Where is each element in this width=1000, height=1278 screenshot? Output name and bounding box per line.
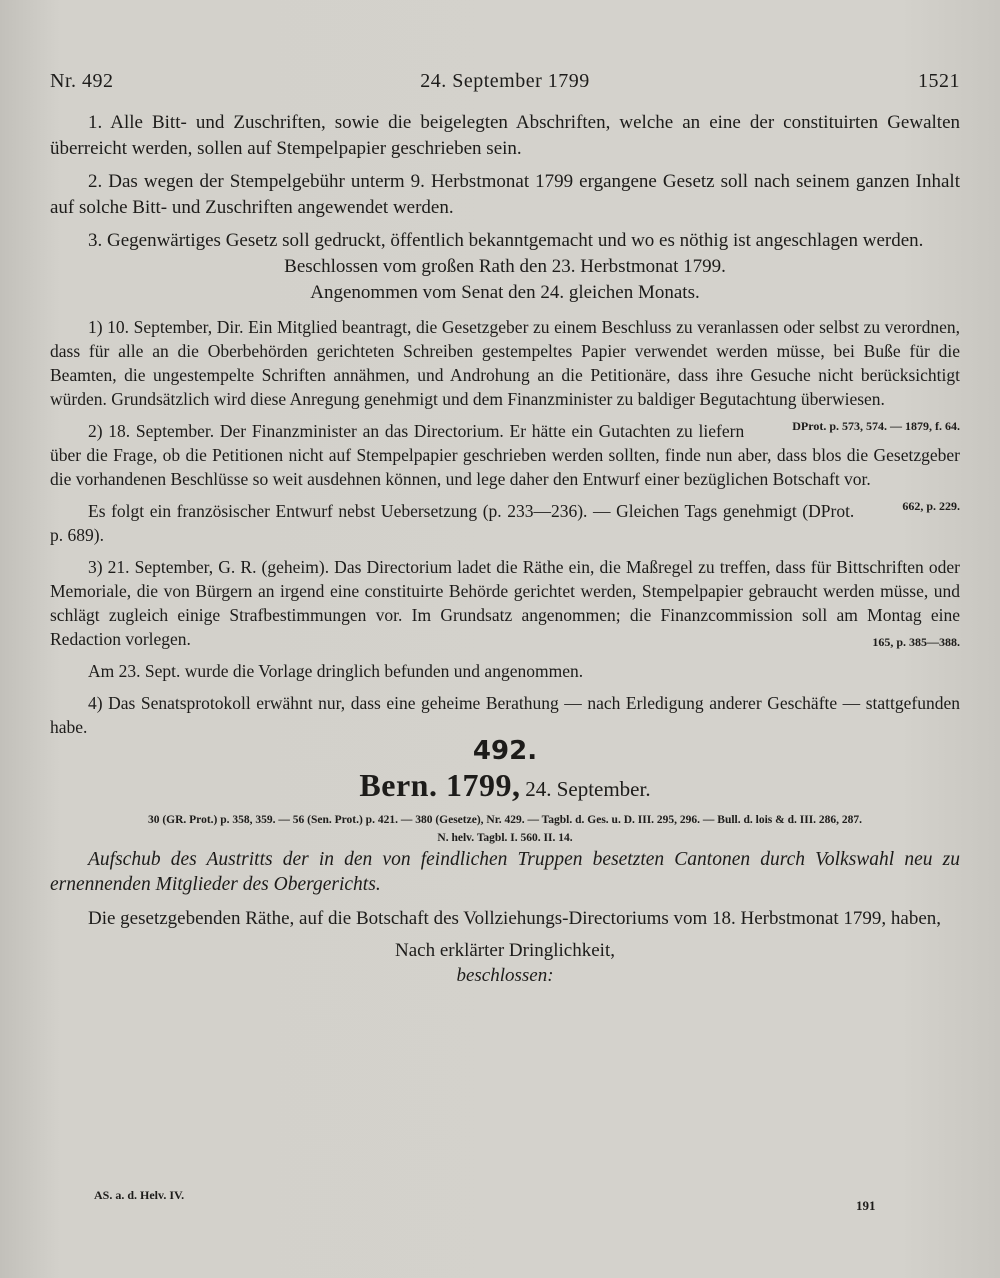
footnotes <box>50 315 960 739</box>
beschlossen-line: Beschlossen vom großen Rath den 23. Herbstmonat 1799. <box>284 255 726 277</box>
footnote-2-continuation: Es folgt ein französischer Entwurf nebst Uebersetzung (p. 233—236). — Gleichen Tags genehmigt (DProt. p. 689). <box>50 501 855 546</box>
footnote-3-text: 3) 21. September, G. R. (geheim). Das Directorium ladet die Räthe ein, die Maßregel zu treffen, dass für Bittschriften oder Memoriale, die von Bürgern an irgend eine constituirte Behörde gerichtet werden, Stempelpapier gebraucht werden müsse, und schlägt zugleich einige Strafbestimmungen vor. Im Grundsatz angenommen; die Finanzcommission soll am Montag eine Redaction vorlegen. <box>50 557 960 650</box>
footnote-1-reference: DProt. p. 573, 574. — 1879, f. 64. <box>792 419 960 434</box>
section-number: 492. <box>472 736 538 767</box>
law-paragraph-3: 3. Gegenwärtiges Gesetz soll gedruckt, öffentlich bekanntgemacht und wo es nöthig ist angeschlagen werden. <box>88 230 924 252</box>
page-number: 1521 <box>918 70 960 92</box>
section-intro: Die gesetzgebenden Räthe, auf die Botschaft des Vollziehungs-Directoriums vom 18. Herbstmonat 1799, haben, <box>88 907 942 929</box>
law-paragraph-2: 2. Das wegen der Stempelgebühr unterm 9. Herbstmonat 1799 ergangene Gesetz soll nach seinem ganzen Inhalt auf solche Bitt- und Zuschriften angewendet werden. <box>50 171 960 218</box>
law-paragraph-1: 1. Alle Bitt- und Zuschriften, sowie die beigelegten Abschriften, welche an eine der constituirten Gewalten überreicht werden, sollen auf Stempelpapier geschrieben sein. <box>50 112 960 159</box>
angenommen-line: Angenommen vom Senat den 24. gleichen Monats. <box>310 281 700 303</box>
footnote-3-reference: 165, p. 385—388. <box>872 635 960 650</box>
footnote-1 <box>50 315 960 434</box>
footnote-4: 4) Das Senatsprotokoll erwähnt nur, dass eine geheime Berathung — nach Erledigung anderer Geschäfte — stattgefunden habe. <box>50 693 960 738</box>
dringlichkeit-line: Nach erklärter Dringlichkeit, <box>395 939 615 961</box>
source-references <box>50 811 960 847</box>
footnote-3-continuation: Am 23. Sept. wurde die Vorlage dringlich befunden und angenommen. <box>88 661 584 682</box>
section-place: Bern. 1799, <box>359 766 521 803</box>
source-line-1: 30 (GR. Prot.) p. 358, 359. — 56 (Sen. Prot.) p. 421. — 380 (Gesetze), Nr. 429. — Tagbl. d. Ges. u. D. III. 295, 296. — Bull. d. lois & d. III. 286, 287. <box>147 813 863 826</box>
beschlossen-marker: beschlossen: <box>456 965 554 987</box>
document-body <box>50 110 960 989</box>
footer-signature: AS. a. d. Helv. IV. <box>94 1188 185 1202</box>
document-number: Nr. 492 <box>50 70 114 92</box>
page-header <box>50 70 960 100</box>
footnote-2-text: 2) 18. September. Der Finanzminister an das Directorium. Er hätte ein Gutachten zu liefern über die Frage, ob die Petitionen nicht auf Stempelpapier geschrieben werden sollten, finde nun aber, dass blos die Gesetzgeber die vorhandenen Beschlüsse so weit ausdehnen können, und lege daher den Entwurf einer bezüglichen Botschaft vor. <box>50 421 960 490</box>
section-date: 24. September. <box>525 776 651 801</box>
source-line-2: N. helv. Tagbl. I. 560. II. 14. <box>437 831 573 844</box>
section-subject: Aufschub des Austritts der in den von feindlichen Truppen besetzten Cantonen durch Volkswahl neu zu ernennenden Mitglieder des Obergerichts. <box>50 848 960 896</box>
header-date: 24. September 1799 <box>420 70 590 92</box>
footnote-2-reference: 662, p. 229. <box>902 499 960 514</box>
footnote-3 <box>50 555 960 651</box>
footer-sheet-number: 191 <box>856 1198 876 1213</box>
footnote-1-text: 1) 10. September, Dir. Ein Mitglied beantragt, die Gesetzgeber zu einem Beschluss zu veranlassen oder selbst zu verordnen, dass für alle an die Oberbehörden gerichteten Schreiben gestempeltes Papier verwendet werden müsse, bei Buße für die Beamten, die ungestempelte Schriften annähmen, und Androhung an die Petitionäre, dass ihre Gesuche nicht berücksichtigt würden. Grundsätzlich wird diese Anregung genehmigt und dem Finanzminister zu baldiger Begutachtung überwiesen. <box>50 317 960 410</box>
section-heading <box>50 765 960 811</box>
